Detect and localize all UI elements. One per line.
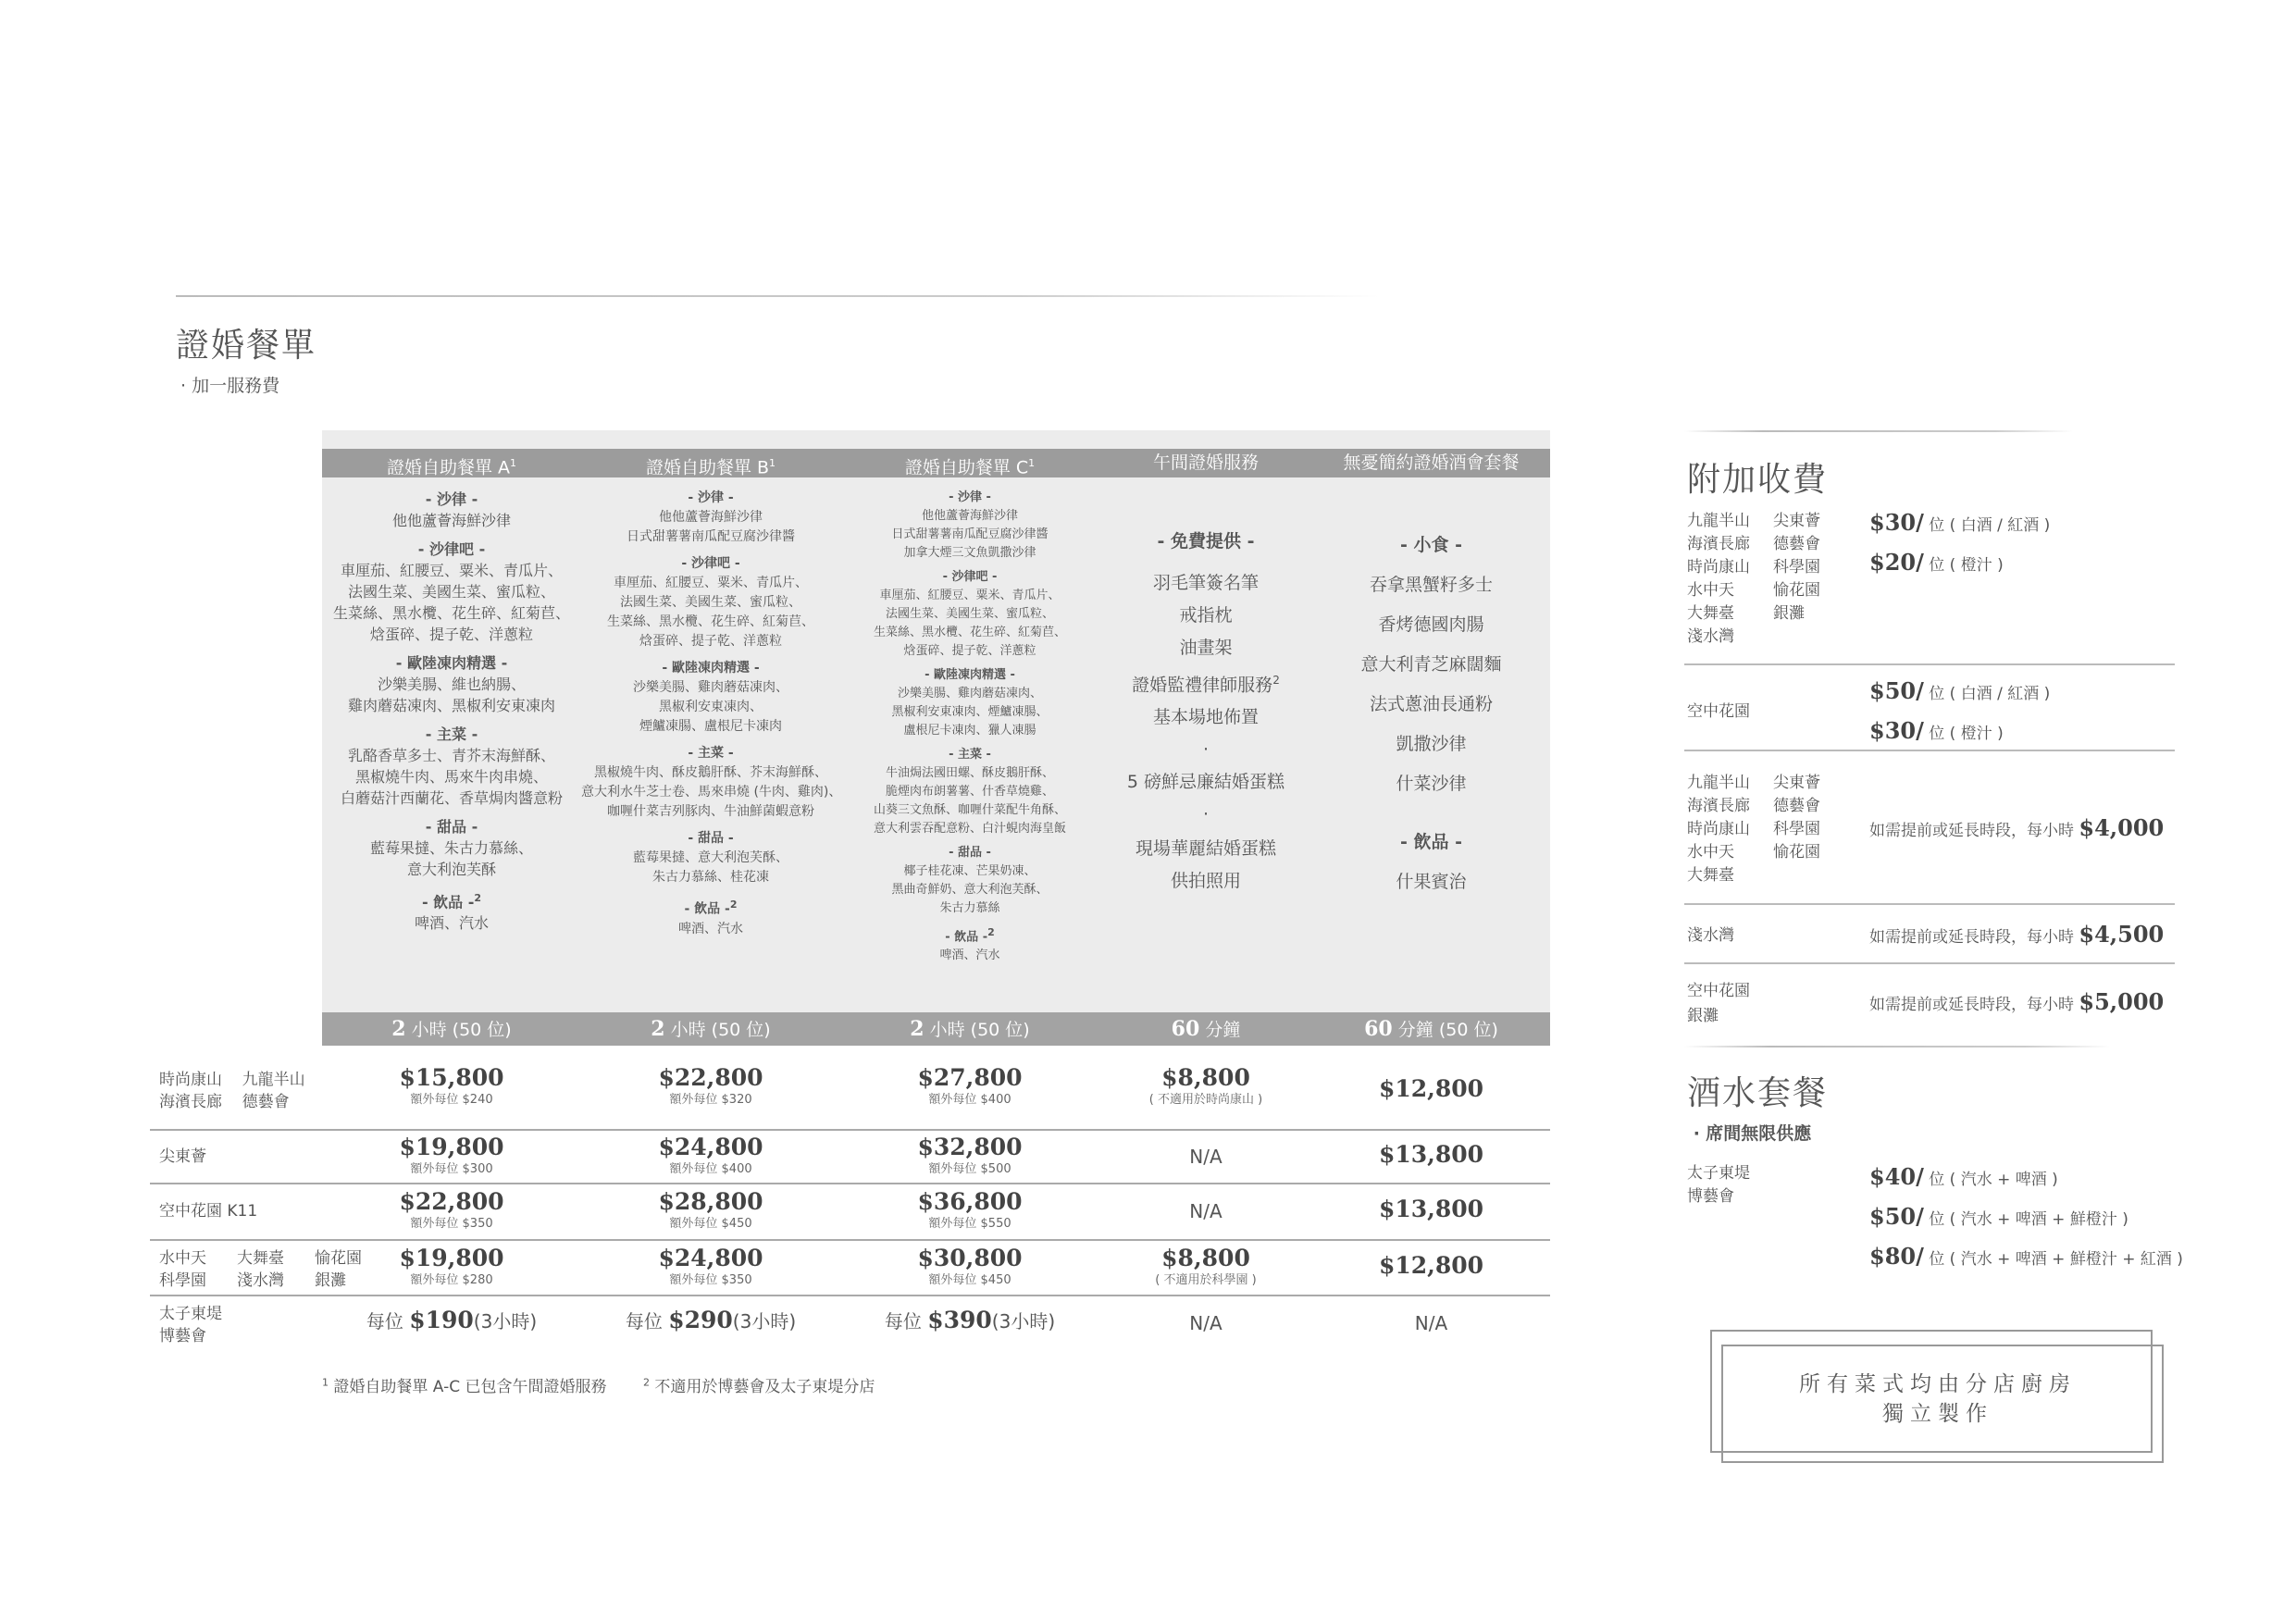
surcharge-group5-locations: 空中花園 銀灘 bbox=[1687, 982, 1750, 1025]
duration-c: 2 小時 (50 位) bbox=[910, 1017, 1030, 1041]
footnote-1: $^1$ 證婚自助餐單 A-C 已包含午間證婚服務 bbox=[322, 1376, 607, 1396]
surcharge-group1-wine: $30/ 位 ( 白酒 / 紅酒 ) bbox=[1869, 509, 2051, 536]
row1-price-b: $22,800 額外每位 $320 bbox=[658, 1064, 763, 1107]
row2-price-noon: N/A bbox=[1189, 1146, 1222, 1168]
drinks-package-50: $50/ 位 ( 汽水 + 啤酒 + 鮮橙汁 ) bbox=[1869, 1203, 2128, 1230]
row4-locations: 水中天 大舞臺 愉花園 科學園 淺水灣 銀灘 bbox=[159, 1249, 362, 1290]
drinks-locations: 太子東堤 博藝會 bbox=[1687, 1164, 1750, 1206]
right-top-rule bbox=[1684, 430, 2073, 432]
row4-price-b: $24,800 額外每位 $350 bbox=[658, 1245, 763, 1287]
header-cocktail-package: 無憂簡約證婚酒會套餐 bbox=[1343, 452, 1520, 473]
surcharge-group2-wine: $50/ 位 ( 白酒 / 紅酒 ) bbox=[1869, 677, 2051, 704]
row1-price-a: $15,800 額外每位 $240 bbox=[399, 1064, 504, 1107]
drinks-subtitle: ‧ 席間無限供應 bbox=[1694, 1123, 1812, 1144]
row2-price-c: $32,800 額外每位 $500 bbox=[917, 1134, 1023, 1176]
surcharge-group3-extension: 如需提前或延長時段，每小時 $4,000 bbox=[1869, 814, 2165, 841]
surcharge-group2-location: 空中花園 bbox=[1687, 702, 1750, 721]
row-divider bbox=[150, 1183, 1550, 1184]
row-divider bbox=[150, 1295, 1550, 1296]
row2-price-a: $19,800 額外每位 $300 bbox=[399, 1134, 504, 1176]
row1-locations: 時尚康山 九龍半山 海濱長廊 德藝會 bbox=[159, 1071, 305, 1111]
surcharge-group4-location: 淺水灣 bbox=[1687, 926, 1734, 945]
noon-service-content: - 免費提供 - 羽毛筆簽名筆 戒指枕 油畫架 證婚監禮律師服務$^2$ 基本場地佈置 ‧ 5 磅鮮忌廉結婚蛋糕 ‧ 現場華麗結婚蛋糕 供拍照用 bbox=[1126, 531, 1285, 892]
surcharge-group1-locations: 九龍半山 尖東薈 海濱長廊 德藝會 時尚康山 科學園 水中天 愉花園 大舞臺 銀灘 淺水灣 bbox=[1687, 512, 1820, 646]
header-menu-b: 證婚自助餐單 $B^1$ bbox=[645, 457, 776, 478]
row1-price-cocktail: $12,800 bbox=[1378, 1075, 1484, 1102]
row5-locations: 太子東堤 博藝會 bbox=[159, 1305, 222, 1345]
row3-price-b: $28,800 額外每位 $450 bbox=[658, 1188, 763, 1231]
top-rule bbox=[176, 295, 1379, 297]
menu-c-content: - 沙律 - 他他蘆薈海鮮沙律 日式甜薯薯南瓜配豆腐沙律醬 加拿大煙三文魚凱撒沙律 - 沙律吧 - 車厘茄、紅腰豆、粟米、青瓜片、 法國生菜、美國生菜、蜜瓜粒、 生菜絲、黑水欖、花生碎、紅菊苣、 焓蛋碎、提子乾、洋蔥粒 - 歐陸凍肉精選 - 沙樂美腸、雞肉蘑菇凍肉、 黑椒利安東凍肉、煙鱸凍腸、 盧根尼卡凍肉、獵人凍腸 - 主菜 - 牛油焗法國田螺、酥皮鵝肝酥、 脆煙肉布朗薯薯、什香草燒雞、 山葵三文魚酥、咖喱什菜配牛角酥、 意大利雲吞配意粉、白汁蜆肉海皇飯 - 甜品 - 椰子桂花凍、芒果奶凍、 黑曲奇鮮奶、意大利泡芙酥、 朱古力慕絲 - 飲品 -$^2$ 啤酒、汽水 bbox=[873, 490, 1066, 963]
row2-price-b: $24,800 額外每位 $400 bbox=[658, 1134, 763, 1176]
row1-price-noon: $8,800 ( 不適用於時尚康山 ) bbox=[1148, 1064, 1263, 1107]
menu-a-content: - 沙律 - 他他蘆薈海鮮沙律 - 沙律吧 - 車厘茄、紅腰豆、粟米、青瓜片、 法國生菜、美國生菜、蜜瓜粒、 生菜絲、黑水欖、花生碎、紅菊苣、 焓蛋碎、提子乾、洋蔥粒 - 歐陸凍肉精選 - 沙樂美腸、維也納腸、 雞肉蘑菇凍肉、黑椒利安東凍肉 - 主菜 - 乳酪香草多士、青芥末海鮮酥、 黑椒燒牛肉、馬來牛肉串燒、 白蘑菇汁西蘭花、香草焗肉醬意粉 - 甜品 - 藍莓果撻、朱古力慕絲、 意大利泡芙酥 - 飲品 -$^2$ 啤酒、汽水 bbox=[332, 490, 570, 933]
row4-price-noon: $8,800 ( 不適用於科學園 ) bbox=[1155, 1245, 1257, 1287]
surcharge-group3-locations: 九龍半山 尖東薈 海濱長廊 德藝會 時尚康山 科學園 水中天 愉花園 大舞臺 bbox=[1687, 774, 1820, 885]
right-divider bbox=[1684, 903, 2175, 905]
row5-price-cocktail: N/A bbox=[1414, 1312, 1448, 1334]
duration-cocktail: 60 分鐘 (50 位) bbox=[1364, 1017, 1498, 1041]
row4-price-c: $30,800 額外每位 $450 bbox=[917, 1245, 1023, 1287]
surcharge-group4-extension: 如需提前或延長時段，每小時 $4,500 bbox=[1869, 921, 2165, 948]
cocktail-package-content: - 小食 - 吞拿黑蟹籽多士 香烤德國肉腸 意大利青芝麻闊麵 法式蔥油長通粉 凱撒沙律 什菜沙律 - 飲品 - 什果賓治 bbox=[1360, 535, 1502, 892]
row4-price-cocktail: $12,800 bbox=[1378, 1252, 1484, 1279]
row3-price-c: $36,800 額外每位 $550 bbox=[917, 1188, 1023, 1231]
surcharge-group5-extension: 如需提前或延長時段，每小時 $5,000 bbox=[1869, 988, 2165, 1015]
row5-price-noon: N/A bbox=[1189, 1312, 1222, 1334]
header-noon-service: 午間證婚服務 bbox=[1152, 452, 1259, 473]
menu-title: 證婚餐單 bbox=[176, 327, 317, 365]
duration-noon: 60 分鐘 bbox=[1171, 1017, 1241, 1041]
duration-a: 2 小時 (50 位) bbox=[391, 1017, 512, 1041]
right-divider bbox=[1684, 1046, 2110, 1048]
surcharge-group2-juice: $30/ 位 ( 橙汁 ) bbox=[1869, 717, 2004, 744]
row-divider bbox=[150, 1239, 1550, 1241]
row-divider bbox=[150, 1129, 1550, 1131]
row5-price-b: 每位 $290(3小時) bbox=[625, 1307, 797, 1333]
row5-price-c: 每位 $390(3小時) bbox=[884, 1307, 1056, 1333]
footnote-2: $^2$ 不適用於博藝會及太子東堤分店 bbox=[643, 1376, 875, 1396]
right-divider bbox=[1684, 663, 2175, 665]
drinks-package-80: $80/ 位 ( 汽水 + 啤酒 + 鮮橙汁 + 紅酒 ) bbox=[1869, 1243, 2183, 1270]
header-menu-c: 證婚自助餐單 $C^1$ bbox=[904, 457, 1036, 478]
row2-price-cocktail: $13,800 bbox=[1378, 1141, 1484, 1168]
row3-price-a: $22,800 額外每位 $350 bbox=[399, 1188, 504, 1231]
drinks-package-40: $40/ 位 ( 汽水 + 啤酒 ) bbox=[1869, 1163, 2058, 1190]
row3-price-cocktail: $13,800 bbox=[1378, 1196, 1484, 1222]
row1-price-c: $27,800 額外每位 $400 bbox=[917, 1064, 1023, 1107]
header-menu-a: 證婚自助餐單 $A^1$ bbox=[386, 457, 517, 478]
drinks-title: 酒水套餐 bbox=[1687, 1074, 1829, 1112]
row3-locations: 空中花園 K11 bbox=[159, 1202, 258, 1221]
service-charge-note: ‧ 加一服務費 bbox=[180, 376, 280, 396]
surcharge-title: 附加收費 bbox=[1687, 461, 1829, 499]
right-divider bbox=[1684, 962, 2175, 964]
notice-box-text: 所有菜式均由分店廚房 獨立製作 bbox=[1799, 1372, 2077, 1426]
right-divider bbox=[1684, 750, 2175, 751]
row4-price-a: $19,800 額外每位 $280 bbox=[399, 1245, 504, 1287]
row5-price-a: 每位 $190(3小時) bbox=[366, 1307, 538, 1333]
duration-b: 2 小時 (50 位) bbox=[651, 1017, 771, 1041]
menu-b-content: - 沙律 - 他他蘆薈海鮮沙律 日式甜薯薯南瓜配豆腐沙律醬 - 沙律吧 - 車厘茄、紅腰豆、粟米、青瓜片、 法國生菜、美國生菜、蜜瓜粒、 生菜絲、黑水欖、花生碎、紅菊苣、 焓蛋碎、提子乾、洋蔥粒 - 歐陸凍肉精選 - 沙樂美腸、雞肉蘑菇凍肉、 黑椒利安東凍肉、 煙鱸凍腸、盧根尼卡凍肉 - 主菜 - 黑椒燒牛肉、酥皮鵝肝酥、芥末海鮮酥、 意大利水牛芝士卷、馬來串燒 (牛肉、雞肉)、 咖喱什菜吉列豚肉、牛油鮮菌蝦意粉 - 甜品 - 藍莓果撻、意大利泡芙酥、 朱古力慕絲、桂花凍 - 飲品 -$^2$ 啤酒、汽水 bbox=[581, 490, 842, 936]
row2-locations: 尖東薈 bbox=[159, 1147, 206, 1166]
row3-price-noon: N/A bbox=[1189, 1200, 1222, 1222]
surcharge-group1-juice: $20/ 位 ( 橙汁 ) bbox=[1869, 549, 2004, 576]
